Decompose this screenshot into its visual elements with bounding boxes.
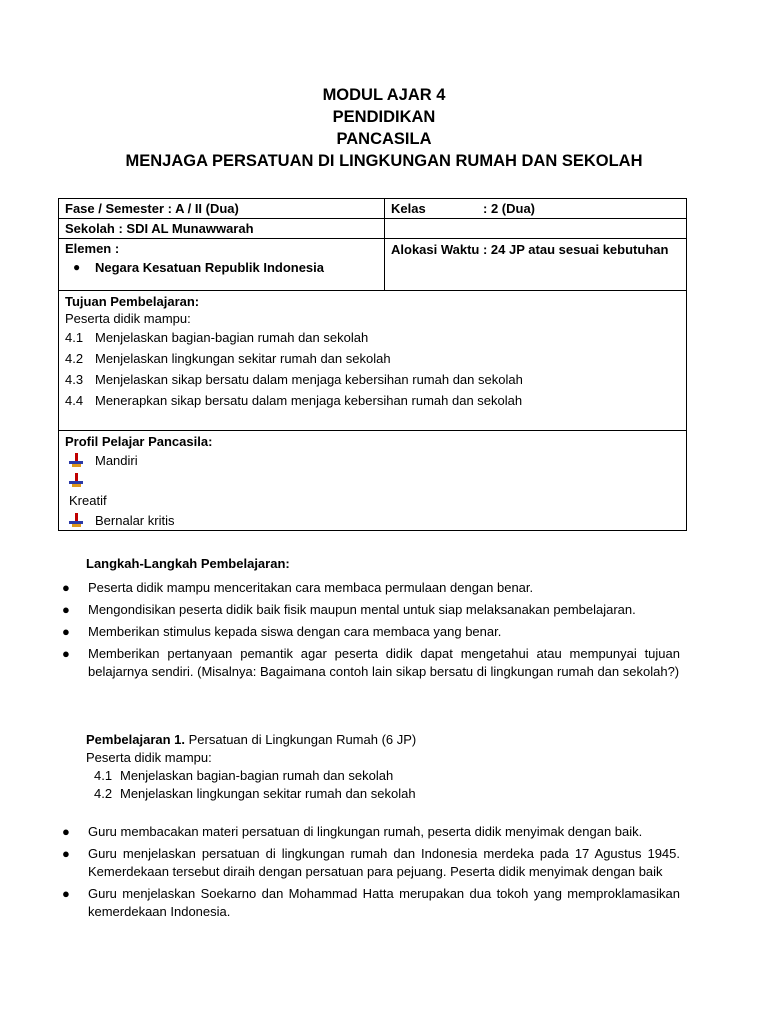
profil-mandiri: Mandiri <box>95 452 138 468</box>
profil-kreatif: Kreatif <box>69 492 107 508</box>
item-text: Guru menjelaskan persatuan di lingkungan rumah dan Indonesia merdeka pada 17 Agustus 1945. Kemerdekaan tersebut diraih dengan persatuan para pejuang. Peserta didik menyimak dengan baik <box>88 846 680 879</box>
item-text: Memberikan pertanyaan pemantik agar peserta didik dapat mengetahui atau mempunyai tujuan belajarnya sendiri. (Misalnya: Bagaimana contoh lain sikap bersatu di lingkungan rumah dan sekolah?) <box>88 646 680 679</box>
table-row <box>59 199 687 219</box>
item-number: 4.1 <box>65 330 84 345</box>
list-item <box>60 767 680 785</box>
document-title <box>0 84 768 172</box>
item-number: 4.3 <box>65 372 84 387</box>
list-item <box>60 785 680 803</box>
bullet-dot-icon: ● <box>73 260 81 274</box>
title-line-1: MODUL AJAR 4 <box>322 86 446 104</box>
list-item <box>65 259 378 276</box>
fase-cell: Fase / Semester : A / II (Dua) <box>59 199 385 219</box>
title-line-3: PANCASILA <box>336 130 432 148</box>
list-item <box>60 845 680 881</box>
elemen-item: Negara Kesatuan Republik Indonesia <box>95 260 325 275</box>
kelas-label: Kelas <box>391 201 426 216</box>
item-text: Menjelaskan sikap bersatu dalam menjaga kebersihan rumah dan sekolah <box>95 372 523 387</box>
tujuan-cell <box>59 291 687 431</box>
sekolah-cell: Sekolah : SDI AL Munawwarah <box>59 219 385 239</box>
elemen-cell <box>59 239 385 291</box>
bullet-dot-icon: ● <box>62 624 70 639</box>
item-number: 4.2 <box>65 351 84 366</box>
tujuan-intro: Peserta didik mampu: <box>65 311 191 326</box>
guru-section <box>60 823 680 925</box>
item-text: Menjelaskan bagian-bagian rumah dan sekolah <box>95 330 369 345</box>
profil-cell <box>59 431 687 531</box>
profil-bernalar: Bernalar kritis <box>95 512 175 528</box>
list-item <box>65 470 680 490</box>
bullet-dot-icon: ● <box>62 602 70 617</box>
bullet-dot-icon: ● <box>62 646 70 661</box>
list-item <box>60 623 680 641</box>
list-item <box>60 823 680 841</box>
list-item <box>65 348 680 369</box>
info-table <box>58 198 687 531</box>
list-item <box>60 645 680 681</box>
list-item <box>65 510 680 530</box>
item-text: Peserta didik mampu menceritakan cara membaca permulaan dengan benar. <box>88 580 534 595</box>
item-text: Guru membacakan materi persatuan di lingkungan rumah, peserta didik menyimak dengan baik. <box>88 824 643 839</box>
item-text: Menerapkan sikap bersatu dalam menjaga kebersihan rumah dan sekolah <box>95 393 523 408</box>
alokasi-cell: Alokasi Waktu : 24 JP atau sesuai kebutuhan <box>385 239 687 291</box>
bullet-dot-icon: ● <box>62 580 70 595</box>
elemen-label: Elemen : <box>65 241 120 256</box>
bullet-dot-icon: ● <box>62 886 70 901</box>
title-line-2: PENDIDIKAN <box>332 108 436 126</box>
list-item <box>60 579 680 597</box>
item-number: 4.1 <box>94 768 113 783</box>
kelas-cell <box>385 199 687 219</box>
bullet-dot-icon: ● <box>62 824 70 839</box>
table-row <box>59 291 687 431</box>
item-text: Menjelaskan lingkungan sekitar rumah dan sekolah <box>95 351 391 366</box>
table-row <box>59 431 687 531</box>
list-item <box>65 327 680 348</box>
table-row <box>59 219 687 239</box>
item-text: Menjelaskan lingkungan sekitar rumah dan sekolah <box>120 786 416 801</box>
cross-arrow-icon <box>69 513 83 527</box>
list-item <box>65 390 680 411</box>
item-text: Mengondisikan peserta didik baik fisik maupun mental untuk siap melaksanakan pembelajaran. <box>88 602 636 617</box>
item-text: Menjelaskan bagian-bagian rumah dan sekolah <box>120 768 394 783</box>
list-item <box>65 490 680 510</box>
langkah-section <box>60 555 680 685</box>
empty-cell <box>385 219 687 239</box>
guru-list <box>60 823 680 921</box>
pembelajaran1-intro: Peserta didik mampu: <box>86 750 212 765</box>
cross-arrow-icon <box>69 453 83 467</box>
pembelajaran1-section <box>60 731 680 803</box>
langkah-list <box>60 579 680 681</box>
profil-label: Profil Pelajar Pancasila: <box>65 434 213 449</box>
item-text: Guru menjelaskan Soekarno dan Mohammad Hatta merupakan dua tokoh yang memproklamasikan kemerdekaan Indonesia. <box>88 886 680 919</box>
pembelajaran1-heading <box>60 731 680 749</box>
list-item <box>65 450 680 470</box>
langkah-title: Langkah-Langkah Pembelajaran: <box>86 556 290 571</box>
bullet-dot-icon: ● <box>62 846 70 861</box>
title-line-4: MENJAGA PERSATUAN DI LINGKUNGAN RUMAH DAN SEKOLAH <box>125 152 643 170</box>
item-text: Memberikan stimulus kepada siswa dengan cara membaca yang benar. <box>88 624 502 639</box>
item-number: 4.2 <box>94 786 113 801</box>
list-item <box>65 369 680 390</box>
list-item <box>60 601 680 619</box>
cross-arrow-icon <box>69 473 83 487</box>
kelas-value: : 2 (Dua) <box>483 201 535 216</box>
pembelajaran1-title: Persatuan di Lingkungan Rumah (6 JP) <box>188 732 417 747</box>
pembelajaran1-label: Pembelajaran 1. <box>86 732 185 747</box>
table-row <box>59 239 687 291</box>
tujuan-label: Tujuan Pembelajaran: <box>65 294 200 309</box>
list-item <box>60 885 680 921</box>
item-number: 4.4 <box>65 393 84 408</box>
